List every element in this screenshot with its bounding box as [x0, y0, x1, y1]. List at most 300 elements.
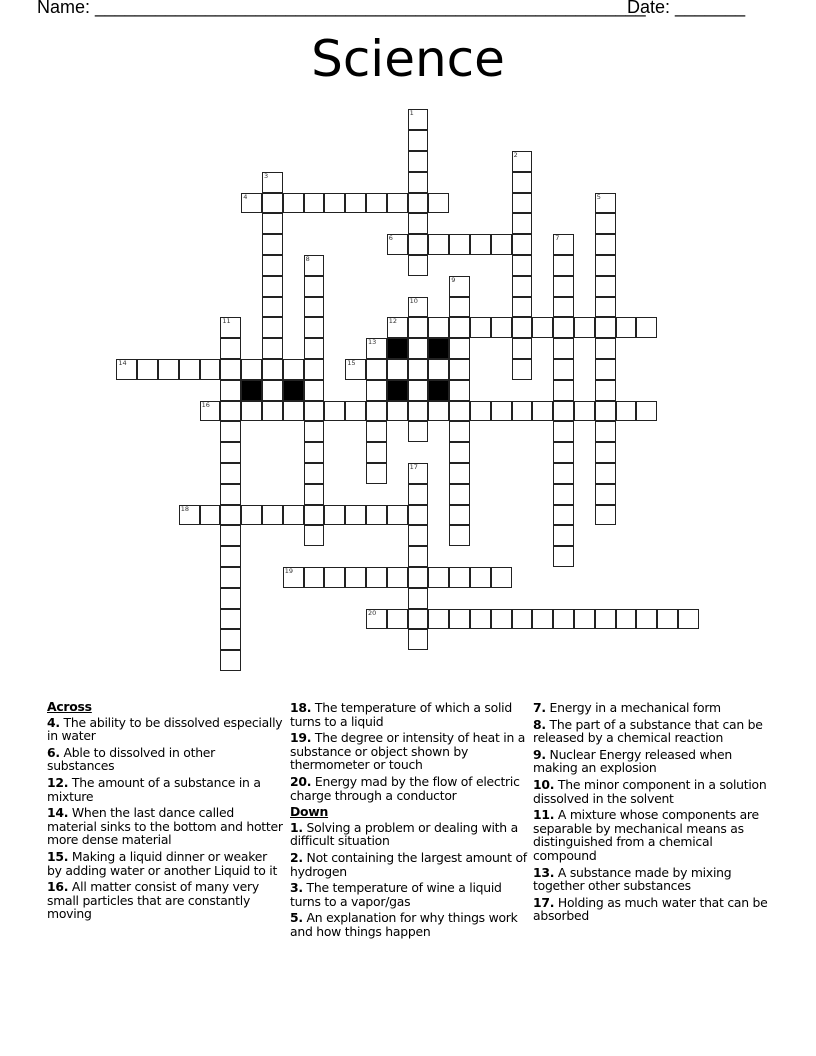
clue-number: 12.	[47, 774, 69, 790]
grid-cell[interactable]	[449, 421, 470, 442]
grid-cell[interactable]	[262, 255, 283, 276]
grid-cell[interactable]	[262, 297, 283, 318]
across-clue	[47, 850, 285, 877]
grid-cell[interactable]	[220, 401, 241, 422]
black-cell	[283, 380, 304, 401]
grid-cell[interactable]	[616, 609, 637, 630]
down-clue	[290, 911, 528, 938]
grid-cell[interactable]	[366, 421, 387, 442]
clue-text: Able to dissolved in other substances	[47, 744, 216, 774]
across-clue	[290, 775, 528, 802]
clue-number: 15.	[47, 848, 69, 864]
grid-cell[interactable]	[595, 193, 616, 214]
grid-cell[interactable]	[449, 525, 470, 546]
grid-cell[interactable]	[595, 484, 616, 505]
grid-cell[interactable]	[262, 276, 283, 297]
across-clue	[47, 806, 285, 847]
grid-cell[interactable]	[512, 172, 533, 193]
grid-cell[interactable]	[158, 359, 179, 380]
grid-cell[interactable]	[595, 401, 616, 422]
clue-number: 2	[513, 151, 518, 159]
grid-cell[interactable]	[366, 193, 387, 214]
grid-cell[interactable]	[553, 442, 574, 463]
grid-cell[interactable]	[595, 505, 616, 526]
grid-cell[interactable]	[387, 609, 408, 630]
grid-cell[interactable]	[553, 484, 574, 505]
grid-cell[interactable]	[220, 546, 241, 567]
grid-cell[interactable]	[616, 401, 637, 422]
grid-cell[interactable]	[408, 629, 429, 650]
clue-text: A mixture whose components are separable by mechanical means as distinguished from a chemical compound	[533, 807, 759, 863]
down-clue	[533, 778, 773, 805]
grid-cell[interactable]	[408, 234, 429, 255]
grid-cell[interactable]	[595, 297, 616, 318]
grid-cell[interactable]	[491, 317, 512, 338]
grid-cell[interactable]	[304, 484, 325, 505]
clues-column-2	[290, 701, 528, 942]
grid-cell[interactable]	[595, 234, 616, 255]
grid-cell[interactable]	[408, 546, 429, 567]
grid-cell[interactable]	[428, 193, 449, 214]
black-cell	[241, 380, 262, 401]
grid-cell[interactable]	[366, 359, 387, 380]
grid-cell[interactable]	[283, 193, 304, 214]
grid-cell[interactable]	[200, 505, 221, 526]
grid-cell[interactable]	[449, 505, 470, 526]
grid-cell[interactable]	[408, 151, 429, 172]
down-clue	[533, 701, 773, 715]
grid-cell[interactable]	[324, 401, 345, 422]
grid-cell[interactable]	[553, 297, 574, 318]
grid-cell[interactable]	[408, 297, 429, 318]
grid-cell[interactable]	[241, 401, 262, 422]
grid-cell[interactable]	[532, 317, 553, 338]
clue-number: 5.	[290, 910, 303, 926]
grid-cell[interactable]	[262, 193, 283, 214]
grid-cell[interactable]	[324, 193, 345, 214]
grid-cell[interactable]	[304, 193, 325, 214]
grid-cell[interactable]	[262, 401, 283, 422]
grid-cell[interactable]	[408, 109, 429, 130]
grid-cell[interactable]	[345, 401, 366, 422]
grid-cell[interactable]	[220, 442, 241, 463]
grid-cell[interactable]	[512, 255, 533, 276]
grid-cell[interactable]	[595, 359, 616, 380]
grid-cell[interactable]	[512, 359, 533, 380]
grid-cell[interactable]	[553, 255, 574, 276]
grid-cell[interactable]	[200, 401, 221, 422]
grid-cell[interactable]	[387, 505, 408, 526]
grid-cell[interactable]	[595, 421, 616, 442]
clue-text: The amount of a substance in a mixture	[47, 774, 261, 804]
grid-cell[interactable]	[304, 525, 325, 546]
grid-cell[interactable]	[304, 317, 325, 338]
clue-number: 14	[118, 359, 127, 367]
clue-number: 18.	[290, 700, 312, 715]
clue-number: 3	[264, 171, 269, 180]
clue-number: 12	[388, 317, 398, 326]
across-clue	[290, 731, 528, 772]
grid-cell[interactable]	[408, 588, 429, 609]
grid-cell[interactable]	[304, 505, 325, 526]
grid-cell[interactable]	[387, 193, 408, 214]
grid-cell[interactable]	[345, 359, 366, 380]
grid-cell[interactable]	[387, 567, 408, 588]
across-clue	[47, 716, 285, 743]
grid-cell[interactable]	[304, 338, 325, 359]
grid-cell[interactable]	[553, 505, 574, 526]
grid-cell[interactable]	[304, 255, 325, 276]
grid-cell[interactable]	[137, 359, 158, 380]
grid-cell[interactable]	[387, 234, 408, 255]
black-cell	[428, 380, 449, 401]
grid-cell[interactable]	[491, 609, 512, 630]
grid-cell[interactable]	[262, 380, 283, 401]
grid-cell[interactable]	[595, 255, 616, 276]
grid-cell[interactable]	[553, 380, 574, 401]
grid-cell[interactable]	[408, 380, 429, 401]
grid-cell[interactable]	[449, 234, 470, 255]
grid-cell[interactable]	[553, 234, 574, 255]
grid-cell[interactable]	[553, 338, 574, 359]
grid-cell[interactable]	[636, 401, 657, 422]
grid-cell[interactable]	[220, 525, 241, 546]
grid-cell[interactable]	[408, 505, 429, 526]
clue-number: 19.	[290, 730, 312, 746]
grid-cell[interactable]	[220, 359, 241, 380]
grid-cell[interactable]	[408, 359, 429, 380]
grid-cell[interactable]	[553, 546, 574, 567]
grid-cell[interactable]	[449, 297, 470, 318]
grid-cell[interactable]	[595, 213, 616, 234]
grid-cell[interactable]	[408, 130, 429, 151]
grid-cell[interactable]	[220, 463, 241, 484]
clue-number: 7.	[533, 700, 546, 715]
grid-cell[interactable]	[220, 317, 241, 338]
grid-cell[interactable]	[449, 317, 470, 338]
clue-number: 5	[596, 192, 601, 201]
clue-number: 16	[201, 400, 210, 409]
grid-cell[interactable]	[220, 567, 241, 588]
down-clue	[533, 866, 773, 893]
grid-cell[interactable]	[304, 359, 325, 380]
grid-cell[interactable]	[553, 525, 574, 546]
grid-cell[interactable]	[595, 276, 616, 297]
down-clue	[533, 718, 773, 745]
grid-cell[interactable]	[387, 317, 408, 338]
grid-cell[interactable]	[428, 609, 449, 630]
clue-text: Nuclear Energy released when making an explosion	[533, 746, 732, 776]
name-field[interactable]: Name: _______________________________________________________	[37, 0, 646, 17]
grid-cell[interactable]	[512, 276, 533, 297]
grid-cell[interactable]	[449, 401, 470, 422]
grid-cell[interactable]	[366, 401, 387, 422]
down-heading: Down	[290, 804, 329, 820]
grid-cell[interactable]	[428, 401, 449, 422]
grid-cell[interactable]	[512, 338, 533, 359]
clue-text: All matter consist of many very small particles that are constantly moving	[47, 879, 259, 922]
clue-number: 11	[222, 317, 231, 326]
grid-cell[interactable]	[449, 567, 470, 588]
grid-cell[interactable]	[574, 317, 595, 338]
clue-number: 14.	[47, 805, 69, 821]
grid-cell[interactable]	[345, 567, 366, 588]
grid-cell[interactable]	[304, 442, 325, 463]
grid-cell[interactable]	[553, 276, 574, 297]
grid-cell[interactable]	[366, 338, 387, 359]
grid-cell[interactable]	[116, 359, 137, 380]
grid-cell[interactable]	[657, 609, 678, 630]
clue-number: 16.	[47, 879, 69, 895]
grid-cell[interactable]	[262, 234, 283, 255]
grid-cell[interactable]	[532, 609, 553, 630]
grid-cell[interactable]	[220, 338, 241, 359]
grid-cell[interactable]	[512, 234, 533, 255]
clue-number: 17	[409, 463, 418, 471]
clue-number: 6.	[47, 744, 60, 760]
grid-cell[interactable]	[304, 567, 325, 588]
grid-cell[interactable]	[220, 421, 241, 442]
grid-cell[interactable]	[470, 401, 491, 422]
clue-number: 4.	[47, 714, 60, 730]
grid-cell[interactable]	[449, 609, 470, 630]
clue-text: Not containing the largest amount of hydrogen	[290, 849, 527, 879]
across-heading: Across	[47, 699, 92, 714]
grid-cell[interactable]	[470, 234, 491, 255]
clue-text: Energy in a mechanical form	[549, 700, 721, 715]
clue-number: 11.	[533, 807, 555, 823]
clue-number: 1	[409, 109, 414, 118]
grid-cell[interactable]	[512, 317, 533, 338]
grid-cell[interactable]	[283, 401, 304, 422]
grid-cell[interactable]	[408, 525, 429, 546]
grid-cell[interactable]	[595, 609, 616, 630]
grid-cell[interactable]	[304, 401, 325, 422]
clue-number: 6	[388, 234, 393, 243]
grid-cell[interactable]	[491, 567, 512, 588]
grid-cell[interactable]	[532, 401, 553, 422]
grid-cell[interactable]	[220, 380, 241, 401]
grid-cell[interactable]	[366, 463, 387, 484]
clue-text: The part of a substance that can be released by a chemical reaction	[533, 716, 763, 746]
grid-cell[interactable]	[449, 463, 470, 484]
clue-number: 15	[347, 359, 356, 367]
clue-text: Solving a problem or dealing with a difficult situation	[290, 819, 518, 849]
grid-cell[interactable]	[449, 484, 470, 505]
clue-text: Making a liquid dinner or weaker by adding water or another Liquid to it	[47, 848, 278, 878]
grid-cell[interactable]	[470, 317, 491, 338]
black-cell	[428, 338, 449, 359]
grid-cell[interactable]	[408, 213, 429, 234]
clue-number: 10.	[533, 776, 555, 792]
grid-cell[interactable]	[179, 505, 200, 526]
clues-column-1	[47, 700, 285, 924]
grid-cell[interactable]	[262, 213, 283, 234]
grid-cell[interactable]	[449, 380, 470, 401]
grid-cell[interactable]	[345, 505, 366, 526]
grid-cell[interactable]	[512, 401, 533, 422]
down-clue	[290, 851, 528, 878]
grid-cell[interactable]	[408, 421, 429, 442]
across-clue	[47, 776, 285, 803]
grid-cell[interactable]	[366, 609, 387, 630]
clue-text: An explanation for why things work and how things happen	[290, 910, 518, 939]
grid-cell[interactable]	[220, 609, 241, 630]
grid-cell[interactable]	[449, 338, 470, 359]
clue-number: 10	[409, 296, 418, 305]
grid-cell[interactable]	[220, 629, 241, 650]
clue-number: 19	[284, 567, 294, 575]
clue-text: The temperature of which a solid turns to a liquid	[290, 700, 512, 729]
grid-cell[interactable]	[200, 359, 221, 380]
across-clue	[47, 746, 285, 773]
grid-cell[interactable]	[491, 401, 512, 422]
down-clue	[290, 881, 528, 908]
grid-cell[interactable]	[408, 338, 429, 359]
clue-number: 1.	[290, 819, 303, 835]
grid-cell[interactable]	[283, 567, 304, 588]
grid-cell[interactable]	[345, 193, 366, 214]
grid-cell[interactable]	[574, 401, 595, 422]
clue-number: 20	[368, 608, 377, 617]
clue-number: 18	[180, 504, 190, 513]
clue-number: 9.	[533, 746, 546, 762]
grid-cell[interactable]	[470, 609, 491, 630]
black-cell	[387, 338, 408, 359]
grid-cell[interactable]	[574, 609, 595, 630]
grid-cell[interactable]	[449, 359, 470, 380]
grid-cell[interactable]	[553, 463, 574, 484]
across-clue	[290, 701, 528, 728]
grid-cell[interactable]	[595, 338, 616, 359]
clue-text: The ability to be dissolved especially in water	[47, 714, 283, 744]
grid-cell[interactable]	[408, 401, 429, 422]
grid-cell[interactable]	[387, 359, 408, 380]
grid-cell[interactable]	[553, 609, 574, 630]
grid-cell[interactable]	[428, 234, 449, 255]
clue-number: 7	[555, 234, 560, 243]
grid-cell[interactable]	[512, 151, 533, 172]
grid-cell[interactable]	[595, 317, 616, 338]
grid-cell[interactable]	[220, 484, 241, 505]
grid-cell[interactable]	[408, 484, 429, 505]
grid-cell[interactable]	[262, 505, 283, 526]
grid-cell[interactable]	[241, 359, 262, 380]
clue-number: 17.	[533, 894, 555, 910]
grid-cell[interactable]	[428, 317, 449, 338]
grid-cell[interactable]	[678, 609, 699, 630]
clue-text: Holding as much water that can be absorbed	[533, 894, 768, 924]
grid-cell[interactable]	[470, 567, 491, 588]
grid-cell[interactable]	[387, 401, 408, 422]
grid-cell[interactable]	[512, 193, 533, 214]
grid-cell[interactable]	[636, 317, 657, 338]
grid-cell[interactable]	[304, 421, 325, 442]
grid-cell[interactable]	[512, 609, 533, 630]
grid-cell[interactable]	[408, 609, 429, 630]
down-clue	[533, 808, 773, 862]
grid-cell[interactable]	[512, 297, 533, 318]
grid-cell[interactable]	[449, 276, 470, 297]
grid-cell[interactable]	[324, 567, 345, 588]
down-clue	[290, 821, 528, 848]
grid-cell[interactable]	[408, 172, 429, 193]
grid-cell[interactable]	[220, 650, 241, 671]
grid-cell[interactable]	[262, 359, 283, 380]
grid-cell[interactable]	[366, 567, 387, 588]
grid-cell[interactable]	[366, 442, 387, 463]
clue-number: 20.	[290, 773, 312, 789]
grid-cell[interactable]	[408, 463, 429, 484]
grid-cell[interactable]	[366, 505, 387, 526]
grid-cell[interactable]	[616, 317, 637, 338]
grid-cell[interactable]	[366, 380, 387, 401]
grid-cell[interactable]	[636, 609, 657, 630]
clue-number: 13	[368, 338, 377, 347]
across-clue	[47, 880, 285, 921]
clue-text: The temperature of wine a liquid turns to a vapor/gas	[290, 880, 502, 909]
grid-cell[interactable]	[304, 276, 325, 297]
grid-cell[interactable]	[241, 193, 262, 214]
clue-number: 2.	[290, 849, 303, 865]
clue-number: 3.	[290, 880, 303, 896]
grid-cell[interactable]	[262, 338, 283, 359]
grid-cell[interactable]	[428, 359, 449, 380]
grid-cell[interactable]	[408, 193, 429, 214]
grid-cell[interactable]	[408, 317, 429, 338]
grid-cell[interactable]	[220, 588, 241, 609]
clues-column-3	[533, 701, 773, 926]
grid-cell[interactable]	[408, 567, 429, 588]
grid-cell[interactable]	[220, 505, 241, 526]
grid-cell[interactable]	[428, 567, 449, 588]
grid-cell[interactable]	[595, 463, 616, 484]
clue-text: The minor component in a solution dissolved in the solvent	[533, 776, 767, 806]
grid-cell[interactable]	[324, 505, 345, 526]
grid-cell[interactable]	[595, 442, 616, 463]
grid-cell[interactable]	[491, 234, 512, 255]
grid-cell[interactable]	[304, 297, 325, 318]
clue-number: 8	[305, 255, 310, 263]
grid-cell[interactable]	[283, 359, 304, 380]
clue-number: 4	[243, 192, 248, 201]
down-clue	[533, 896, 773, 923]
down-clue	[533, 748, 773, 775]
grid-cell[interactable]	[553, 421, 574, 442]
clue-number: 9	[451, 275, 456, 284]
black-cell	[387, 380, 408, 401]
grid-cell[interactable]	[408, 255, 429, 276]
grid-cell[interactable]	[553, 317, 574, 338]
grid-cell[interactable]	[304, 380, 325, 401]
grid-cell[interactable]	[512, 213, 533, 234]
grid-cell[interactable]	[553, 401, 574, 422]
clue-number: 13.	[533, 864, 555, 880]
grid-cell[interactable]	[262, 172, 283, 193]
grid-cell[interactable]	[595, 380, 616, 401]
grid-cell[interactable]	[283, 505, 304, 526]
grid-cell[interactable]	[449, 442, 470, 463]
grid-cell[interactable]	[304, 463, 325, 484]
grid-cell[interactable]	[553, 359, 574, 380]
grid-cell[interactable]	[241, 505, 262, 526]
grid-cell[interactable]	[262, 317, 283, 338]
clue-number: 8.	[533, 716, 546, 732]
grid-cell[interactable]	[179, 359, 200, 380]
puzzle-title: Science	[311, 30, 505, 88]
date-field[interactable]: Date: _______	[627, 0, 746, 17]
clue-text: A substance made by mixing together other substances	[533, 864, 732, 894]
